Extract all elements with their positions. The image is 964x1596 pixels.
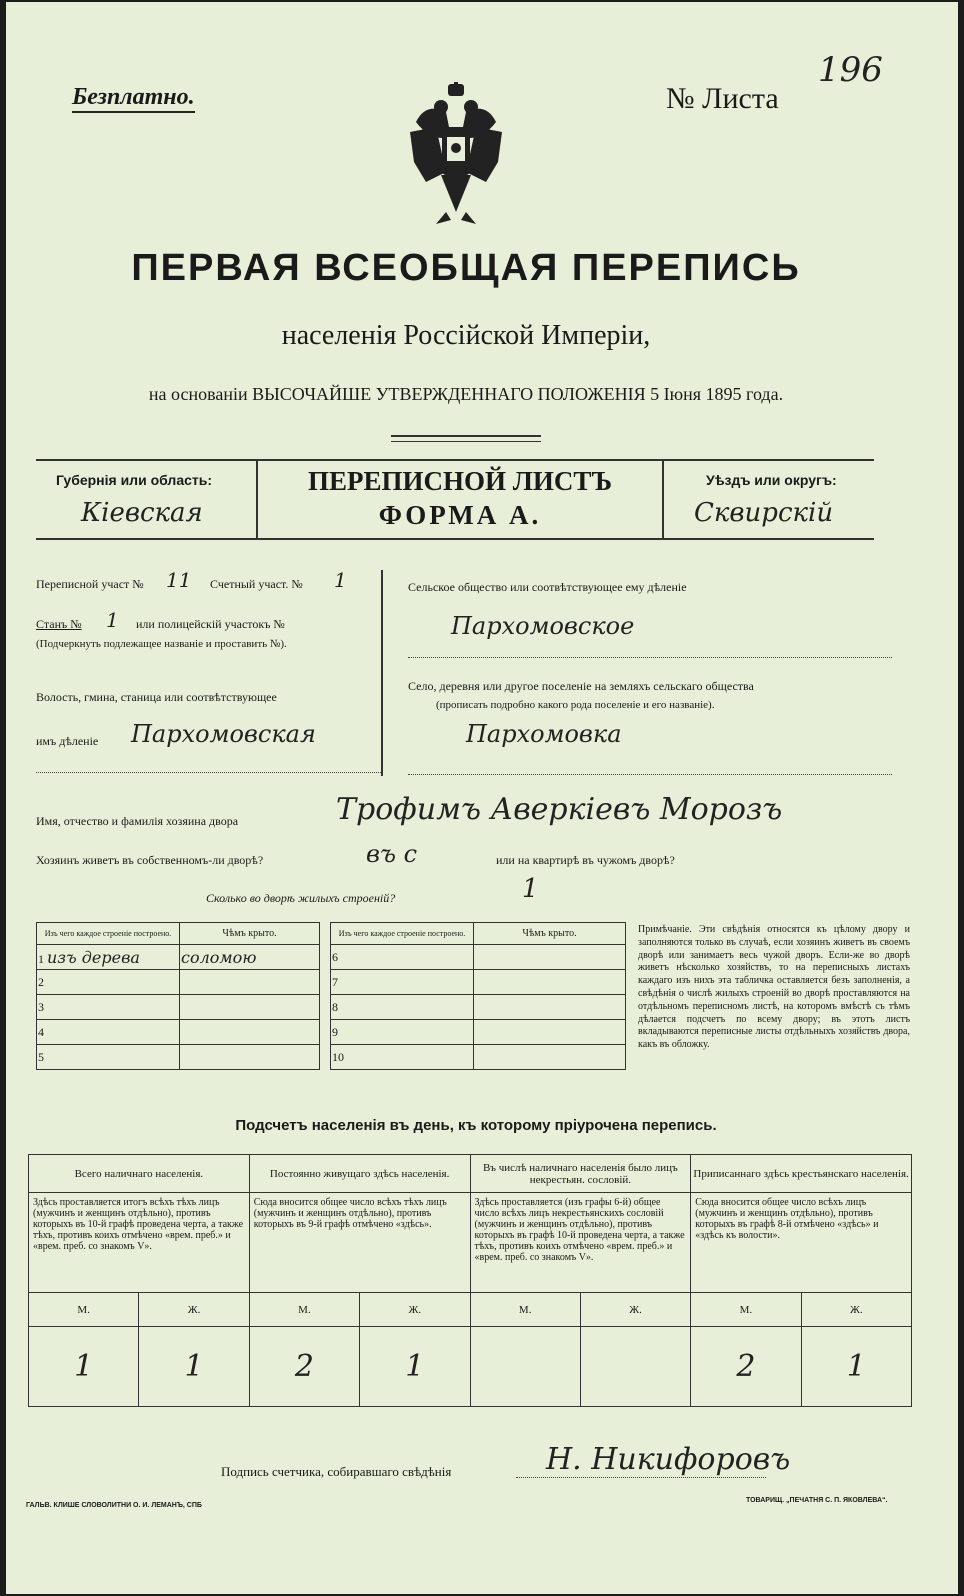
count-col-head: Въ числѣ наличнаго населенія было лицъ некрестьян. сословій. <box>470 1155 691 1193</box>
uchastok-label: Переписной участ № <box>36 577 144 591</box>
table-row: 4 <box>37 1020 180 1045</box>
count-col-desc: Здѣсь проставляется (изъ графы 6-й) общее число всѣхъ лицъ некрестьянскихъ сословій (мужчинъ и женщинъ отдѣльно), противъ которыхъ въ графѣ 10-й проведена черта, а также тѣхъ, противъ коихъ отмѣчено «врем. преб.» и «врем. преб. со знакомъ V». <box>470 1193 691 1293</box>
table-row: 2 <box>37 970 180 995</box>
count-value <box>470 1327 580 1407</box>
population-count-table: Всего наличнаго населенія. Постоянно живущаго здѣсь населенія. Въ числѣ наличнаго населенія было лицъ некрестьян. сословій. Приписаннаго здѣсь крестьянскаго населенія. Здѣсь проставляется итогъ всѣхъ тѣхъ лицъ (мужчинъ и женщинъ отдѣльно), противъ которыхъ въ 10-й графѣ проведена черта, а также тѣхъ, противъ коихъ отмѣчено «врем. преб.» и «врем. преб. со знакомъ V». Сюда вносится общее число всѣхъ тѣхъ лицъ (мужчинъ и женщинъ отдѣльно), противъ которыхъ въ 9-й графѣ отмѣчено «здѣсь». Здѣсь проставляется (изъ графы 6-й) общее число всѣхъ лицъ некрестьянскихъ сословій (мужчинъ и женщинъ отдѣльно), противъ которыхъ въ графѣ 10-й проведена черта, а также тѣхъ, противъ коихъ отмѣчено «врем. преб.» и «врем. преб. со знакомъ V». Сюда вносится общее число всѣхъ лицъ (мужчинъ и женщинъ отдѣльно), противъ которыхъ въ графѣ 8-й отмѣчено «здѣсь» и «здѣсь къ волости». М. Ж. М. Ж. М. Ж. М. Ж. 1 1 2 1 2 1 <box>28 1154 912 1407</box>
buildings-count-label: Сколько во дворѣ жилыхъ строеній? <box>206 891 396 905</box>
footer-left: ГАЛЬВ. КЛИШЕ СЛОВОЛИТНИ О. И. ЛЕМАНЪ, СПБ <box>26 1502 202 1509</box>
underline-note: (Подчеркнуть подлежащее названіе и проставить №). <box>36 638 287 650</box>
society-value: Пархомовское <box>451 612 635 640</box>
count-col-head: Всего наличнаго населенія. <box>29 1155 250 1193</box>
volost-label: Волость, гмина, станица или соотвѣтствующее <box>36 690 277 704</box>
buildings-table-right <box>330 922 626 1070</box>
col-material-2: Изъ чего каждое строеніе построено. <box>331 923 474 945</box>
society-label: Сельское общество или соотвѣтствующее ему дѣленіе <box>408 580 687 594</box>
table-row: 3 <box>37 995 180 1020</box>
schet-value: 1 <box>334 568 347 592</box>
count-title: Подсчетъ населенія въ день, къ которому пріурочена перепись. <box>235 1117 717 1134</box>
selo-value: Пархомовка <box>466 720 622 748</box>
table-row: 5 <box>37 1045 180 1070</box>
owner-name-value: Трофимъ Аверкіевъ Морозъ <box>336 792 783 827</box>
legal-basis: на основаніи ВЫСОЧАЙШЕ УТВЕРЖДЕННАГО ПОЛОЖЕНІЯ 5 Іюня 1895 года. <box>148 384 784 404</box>
count-col-desc: Здѣсь проставляется итогъ всѣхъ тѣхъ лицъ (мужчинъ и женщинъ отдѣльно), противъ которыхъ въ 10-й графѣ проведена черта, а также тѣхъ, противъ коихъ отмѣчено «врем. преб.» и «врем. преб. со знакомъ V». <box>29 1193 250 1293</box>
owner-name-label: Имя, отчество и фамилія хозяина двора <box>36 814 239 828</box>
count-value: 1 <box>29 1327 139 1407</box>
double-headed-eagle-icon <box>406 82 506 227</box>
table-row: 10 <box>331 1045 474 1070</box>
selo-note: (прописать подробно какого рода поселеніе и его названіе). <box>436 699 715 711</box>
rent-label: или на квартирѣ въ чужомъ дворѣ? <box>496 853 675 867</box>
buildings-note: Примѣчаніе. Эти свѣдѣнія относятся къ цѣлому двору и заполняются только въ случаѣ, если хозяинъ живетъ въ своемъ дворѣ или занимаетъ весь чужой дворъ. Если-же во дворѣ живетъ нѣсколько хозяйствъ, то на переписныхъ листахъ каждаго изъ нихъ эта табличка оставляется безъ заполненія, а свѣдѣнія о числѣ жилыхъ строеній во дворѣ проставляются на отдѣльномъ переписномъ листѣ, на которомъ вмѣстѣ съ тѣмъ дѣлается подсчетъ по всему двору; въ этотъ листъ вкладываются переписные листы отдѣльныхъ хозяйствъ двора, какъ въ обложку. <box>638 924 910 1051</box>
sheet-number-label: № Листа <box>666 82 779 115</box>
free-label: Безплатно. <box>72 84 195 113</box>
table-row: 6 <box>331 945 474 970</box>
count-value: 2 <box>691 1327 801 1407</box>
count-col-head: Постоянно живущаго здѣсь населенія. <box>249 1155 470 1193</box>
table-row: 9 <box>331 1020 474 1045</box>
volost-value: Пархомовская <box>131 720 316 748</box>
page-subtitle: населенія Россійской Имперіи, <box>281 320 651 351</box>
signature-label: Подпись счетчика, собиравшаго свѣдѣнія <box>221 1464 452 1479</box>
uezd-value: Сквирскій <box>694 498 834 528</box>
count-value: 1 <box>360 1327 470 1407</box>
signature-value: Н. Никифоровъ <box>546 1442 791 1477</box>
table-row: 7 <box>331 970 474 995</box>
census-sheet <box>6 2 958 1594</box>
stan-value: 1 <box>106 608 119 632</box>
table-row: 1 изъ дерева <box>37 945 180 970</box>
page-title: ПЕРВАЯ ВСЕОБЩАЯ ПЕРЕПИСЬ <box>131 247 801 289</box>
uezd-label: Уѣздъ или округъ: <box>706 472 837 488</box>
gubernia-value: Кіевская <box>81 498 203 528</box>
buildings-count-value: 1 <box>522 874 539 904</box>
footer-right: ТОВАРИЩ. „ПЕЧАТНЯ С. П. ЯКОВЛЕВА“. <box>746 1497 888 1504</box>
col-roof: Чѣмъ крыто. <box>180 923 320 945</box>
police-label: или полицейскій участокъ № <box>136 617 285 631</box>
schet-label: Счетный участ. № <box>210 577 303 591</box>
own-yard-label: Хозяинъ живетъ въ собственномъ-ли дворѣ? <box>36 853 264 867</box>
count-value <box>580 1327 690 1407</box>
selo-label: Село, деревня или другое поселеніе на земляхъ сельскаго общества <box>408 679 754 693</box>
count-col-head: Приписаннаго здѣсь крестьянскаго населенія. <box>691 1155 912 1193</box>
count-col-desc: Сюда вносится общее число всѣхъ тѣхъ лицъ (мужчинъ и женщинъ отдѣльно), противъ которыхъ въ 9-й графѣ отмѣчено «здѣсь». <box>249 1193 470 1293</box>
ornament-divider <box>391 435 541 442</box>
form-subtitle: ФОРМА А. <box>378 500 542 530</box>
volost-label-2: имъ дѣленіе <box>36 734 99 748</box>
uchastok-value: 11 <box>166 568 192 592</box>
sheet-number-value: 196 <box>818 50 883 90</box>
own-yard-value: въ с <box>366 840 418 868</box>
table-row: 8 <box>331 995 474 1020</box>
col-roof-2: Чѣмъ крыто. <box>474 923 626 945</box>
count-col-desc: Сюда вносится общее число всѣхъ лицъ (мужчинъ и женщинъ отдѣльно), противъ которыхъ въ графѣ 8-й отмѣчено «здѣсь» и «здѣсь къ волости». <box>691 1193 912 1293</box>
form-title: ПЕРЕПИСНОЙ ЛИСТЪ <box>307 466 613 496</box>
count-value: 1 <box>801 1327 911 1407</box>
col-material: Изъ чего каждое строеніе построено. <box>37 923 180 945</box>
gubernia-label: Губернія или область: <box>56 472 213 488</box>
count-value: 2 <box>249 1327 359 1407</box>
buildings-table-left: Изъ чего каждое строеніе построено. Чѣмъ крыто. 1 изъ дерева соломою 2 3 4 5 <box>36 922 320 1070</box>
stan-label: Станъ № <box>36 617 82 631</box>
count-value: 1 <box>139 1327 249 1407</box>
